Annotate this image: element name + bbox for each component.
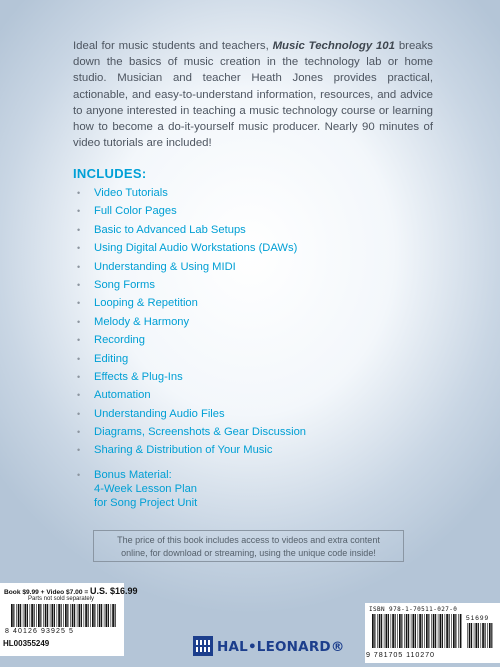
include-item-label: Melody & Harmony (94, 315, 190, 328)
bullet-icon: • (77, 261, 81, 272)
bonus-material (77, 468, 337, 511)
include-item-label: Editing (94, 352, 129, 365)
isbn-barcode-number: 9 781705 110270 (366, 650, 435, 659)
include-item (77, 368, 377, 386)
intro-paragraph (73, 38, 433, 151)
include-item-label: Effects & Plug-Ins (94, 370, 183, 383)
intro-body-text: breaks down the basics of music creation in the technology lab or home studio. Musician and teacher Heath Jones provides practical, actionable, and easy-to-understand information, resources, and advice to anyone interested in teaching a music technology course or learning how to become a do-it-yourself music producer. Nearly 90 minutes of video tutorials are included! (73, 40, 434, 150)
bullet-icon: • (77, 206, 81, 217)
include-item-label: Looping & Repetition (94, 297, 198, 310)
include-item (77, 258, 377, 276)
notice-line: The price of this book includes access to videos and extra content (117, 535, 380, 545)
include-item-label: Basic to Advanced Lab Setups (94, 223, 246, 236)
notice-line: online, for download or streaming, using the unique code inside! (121, 547, 376, 558)
bullet-icon: • (77, 224, 81, 235)
isbn-addon-barcode (466, 623, 494, 648)
include-item (77, 313, 377, 331)
isbn-box (365, 603, 500, 663)
bullet-icon: • (77, 390, 81, 401)
bullet-icon: • (77, 298, 81, 309)
publisher-logo (193, 636, 345, 658)
include-item-label: Diagrams, Screenshots & Gear Discussion (94, 426, 307, 439)
include-item (77, 184, 377, 202)
include-item (77, 441, 377, 459)
include-item (77, 331, 377, 349)
include-item (77, 276, 377, 294)
price-breakdown: Book $9.99 + Video $7.00 = (4, 589, 89, 596)
isbn-addon-number: 51699 (466, 615, 490, 622)
price-barcode-number: 8 40126 93925 5 (5, 628, 75, 635)
isbn-barcode (371, 614, 462, 648)
include-item-label: Full Color Pages (94, 205, 177, 218)
hal-leonard-logo-icon (193, 636, 213, 656)
include-item-label: Song Forms (94, 278, 155, 291)
bullet-icon: • (77, 408, 81, 419)
bullet-icon: • (77, 243, 81, 254)
publisher-name: HAL•LEONARD® (217, 639, 345, 655)
includes-heading: INCLUDES: (73, 166, 147, 181)
include-item (77, 221, 377, 239)
bullet-icon: • (77, 188, 81, 198)
product-code: HL00355249 (3, 639, 50, 648)
include-item (77, 239, 377, 257)
bullet-icon: • (77, 335, 81, 346)
bonus-line: for Song Project Unit (94, 497, 198, 510)
include-item-label: Sharing & Distribution of Your Music (94, 444, 273, 457)
video-access-notice (93, 530, 404, 562)
include-item (77, 386, 377, 404)
include-item (77, 350, 377, 368)
bullet-icon: • (77, 427, 81, 438)
price-barcode (10, 604, 118, 627)
includes-list (77, 184, 377, 460)
bullet-icon: • (77, 316, 81, 327)
parts-note: Parts not sold separately (28, 596, 95, 602)
bonus-line: 4-Week Lesson Plan (94, 483, 198, 496)
include-item-label: Using Digital Audio Workstations (DAWs) (94, 242, 298, 255)
bonus-line: Bonus Material: (94, 469, 172, 481)
price-line (4, 586, 138, 596)
price-total: U.S. $16.99 (90, 586, 138, 596)
isbn-text: ISBN 978-1-70511-027-0 (369, 606, 458, 613)
bullet-icon: • (77, 445, 81, 456)
bullet-icon: • (77, 470, 81, 480)
bullet-icon: • (77, 353, 81, 364)
book-title: Music Technology 101 (272, 40, 395, 52)
bullet-icon: • (77, 371, 81, 382)
include-item (77, 423, 377, 441)
include-item (77, 405, 377, 423)
price-box (0, 583, 138, 656)
include-item-label: Recording (94, 334, 145, 347)
include-item-label: Understanding & Using MIDI (94, 260, 236, 273)
include-item-label: Understanding Audio Files (94, 407, 225, 420)
include-item-label: Video Tutorials (94, 187, 168, 199)
include-item-label: Automation (94, 389, 151, 402)
include-item (77, 294, 377, 312)
bullet-icon: • (77, 279, 81, 290)
include-item (77, 202, 377, 220)
intro-lead-text: Ideal for music students and teachers, (73, 40, 269, 52)
